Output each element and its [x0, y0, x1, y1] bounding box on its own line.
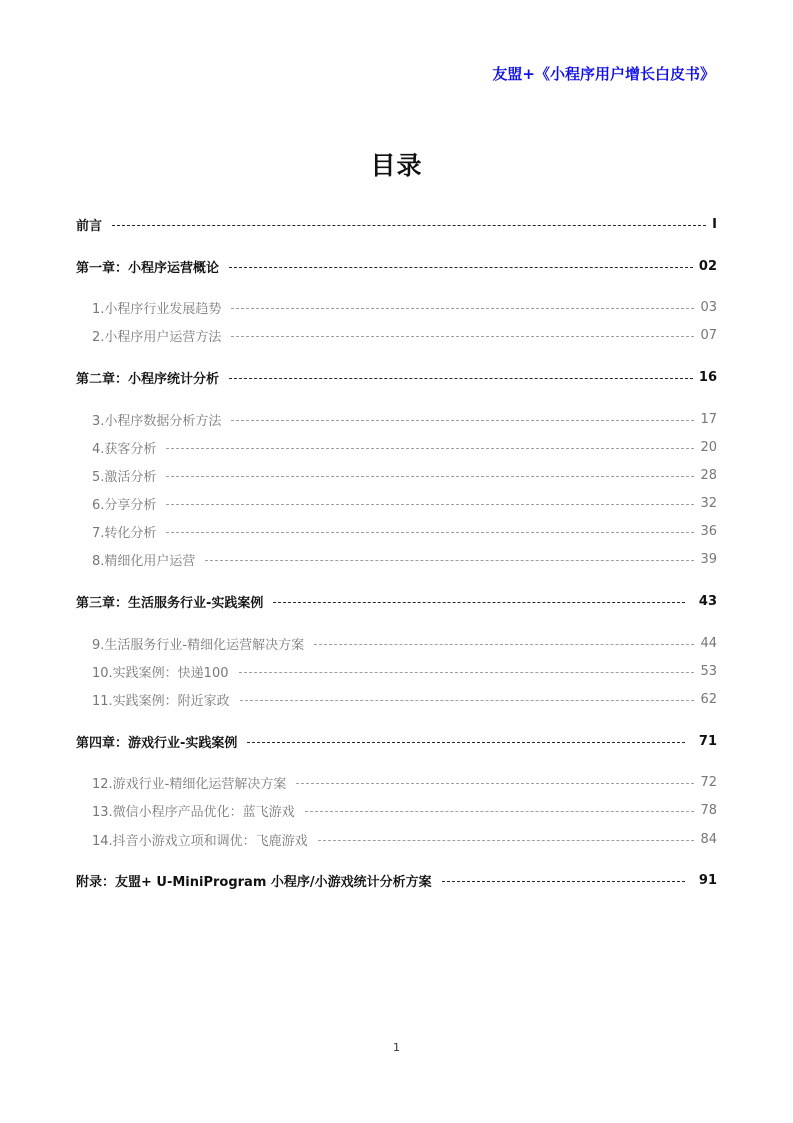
toc-leader-dots — [296, 782, 694, 784]
toc-leader-dots — [442, 880, 685, 882]
toc-entry-section-12[interactable] — [76, 772, 717, 792]
toc-leader-dots — [166, 447, 694, 449]
toc-leader-dots — [240, 699, 695, 701]
toc-entry-page: 17 — [700, 411, 717, 427]
toc-entry-label: 前言 — [76, 218, 103, 234]
toc-entry-section-8[interactable] — [76, 549, 717, 569]
toc-leader-dots — [314, 643, 694, 645]
toc-entry-section-13[interactable] — [76, 800, 717, 820]
toc-entry-page: 84 — [700, 831, 717, 847]
page-title: 目录 — [370, 151, 423, 180]
toc-entry-section-4[interactable] — [76, 437, 717, 457]
toc-entry-label: 12.游戏行业-精细化运营解决方案 — [92, 776, 287, 792]
toc-leader-dots — [247, 741, 685, 743]
toc-entry-page: 28 — [700, 467, 717, 483]
toc-entry-label: 2.小程序用户运营方法 — [92, 329, 222, 345]
toc-entry-section-7[interactable] — [76, 521, 717, 541]
page-number: 1 — [393, 1041, 400, 1054]
toc-entry-page: 71 — [698, 733, 717, 749]
toc-entry-section-14[interactable] — [76, 829, 717, 849]
toc-entry-label: 第三章：生活服务行业-实践案例 — [76, 595, 264, 611]
toc-leader-dots — [231, 307, 694, 309]
toc-leader-dots — [231, 335, 694, 337]
toc-entry-section-2[interactable] — [76, 325, 717, 345]
toc-entry-page: 02 — [698, 258, 717, 274]
toc-entry-label: 第一章：小程序运营概论 — [76, 260, 220, 276]
toc-entry-page: 07 — [700, 327, 717, 343]
toc-entry-page: 03 — [700, 299, 717, 315]
toc-entry-chapter-4[interactable] — [76, 731, 717, 751]
toc-entry-page: 16 — [698, 369, 717, 385]
toc-entry-page: 44 — [700, 635, 717, 651]
toc-entry-label: 第二章：小程序统计分析 — [76, 371, 220, 387]
toc-entry-label: 附录：友盟+ U-MiniProgram 小程序/小游戏统计分析方案 — [76, 874, 432, 890]
toc-entry-appendix[interactable] — [76, 870, 717, 890]
toc-entry-label: 第四章：游戏行业-实践案例 — [76, 735, 238, 751]
toc-entry-chapter-3[interactable] — [76, 591, 717, 611]
toc-leader-dots — [112, 224, 706, 226]
toc-entry-page: I — [712, 216, 717, 232]
toc-entry-section-5[interactable] — [76, 465, 717, 485]
toc-entry-label: 7.转化分析 — [92, 525, 157, 541]
toc-leader-dots — [273, 601, 685, 603]
document-header-title: 友盟+《小程序用户增长白皮书》 — [492, 65, 715, 83]
toc-entry-label: 4.获客分析 — [92, 441, 157, 457]
toc-leader-dots — [231, 419, 694, 421]
toc-entry-label: 10.实践案例：快递100 — [92, 665, 229, 681]
toc-entry-label: 13.微信小程序产品优化：蓝飞游戏 — [92, 804, 295, 820]
toc-entry-label: 5.激活分析 — [92, 469, 157, 485]
toc-entry-label: 3.小程序数据分析方法 — [92, 413, 222, 429]
toc-leader-dots — [166, 475, 694, 477]
toc-leader-dots — [166, 503, 694, 505]
toc-leader-dots — [318, 839, 695, 841]
toc-entry-section-10[interactable] — [76, 661, 717, 681]
toc-entry-section-11[interactable] — [76, 689, 717, 709]
toc-entry-section-9[interactable] — [76, 633, 717, 653]
toc-entry-section-1[interactable] — [76, 297, 717, 317]
toc-leader-dots — [205, 559, 694, 561]
toc-entry-page: 53 — [700, 663, 717, 679]
toc-entry-page: 39 — [700, 551, 717, 567]
toc-entry-chapter-2[interactable] — [76, 367, 717, 387]
toc-entry-label: 6.分享分析 — [92, 497, 157, 513]
toc-entry-page: 36 — [700, 523, 717, 539]
toc-leader-dots — [239, 671, 695, 673]
toc-entry-chapter-1[interactable] — [76, 256, 717, 276]
toc-entry-section-3[interactable] — [76, 409, 717, 429]
toc-entry-label: 14.抖音小游戏立项和调优：飞鹿游戏 — [92, 833, 308, 849]
toc-entry-page: 62 — [700, 691, 717, 707]
toc-entry-label: 9.生活服务行业-精细化运营解决方案 — [92, 637, 305, 653]
toc-entry-label: 8.精细化用户运营 — [92, 553, 196, 569]
toc-leader-dots — [229, 377, 693, 379]
toc-entry-section-6[interactable] — [76, 493, 717, 513]
toc-leader-dots — [166, 531, 694, 533]
toc-entry-page: 78 — [700, 802, 717, 818]
toc-entry-label: 1.小程序行业发展趋势 — [92, 301, 222, 317]
toc-entry-page: 20 — [700, 439, 717, 455]
toc-entry-preface[interactable] — [76, 214, 717, 234]
toc-entry-page: 72 — [700, 774, 717, 790]
toc-entry-page: 43 — [698, 593, 717, 609]
toc-leader-dots — [229, 266, 693, 268]
toc-leader-dots — [305, 810, 695, 812]
toc-entry-page: 91 — [698, 872, 717, 888]
toc-entry-page: 32 — [700, 495, 717, 511]
toc-entry-label: 11.实践案例：附近家政 — [92, 693, 230, 709]
